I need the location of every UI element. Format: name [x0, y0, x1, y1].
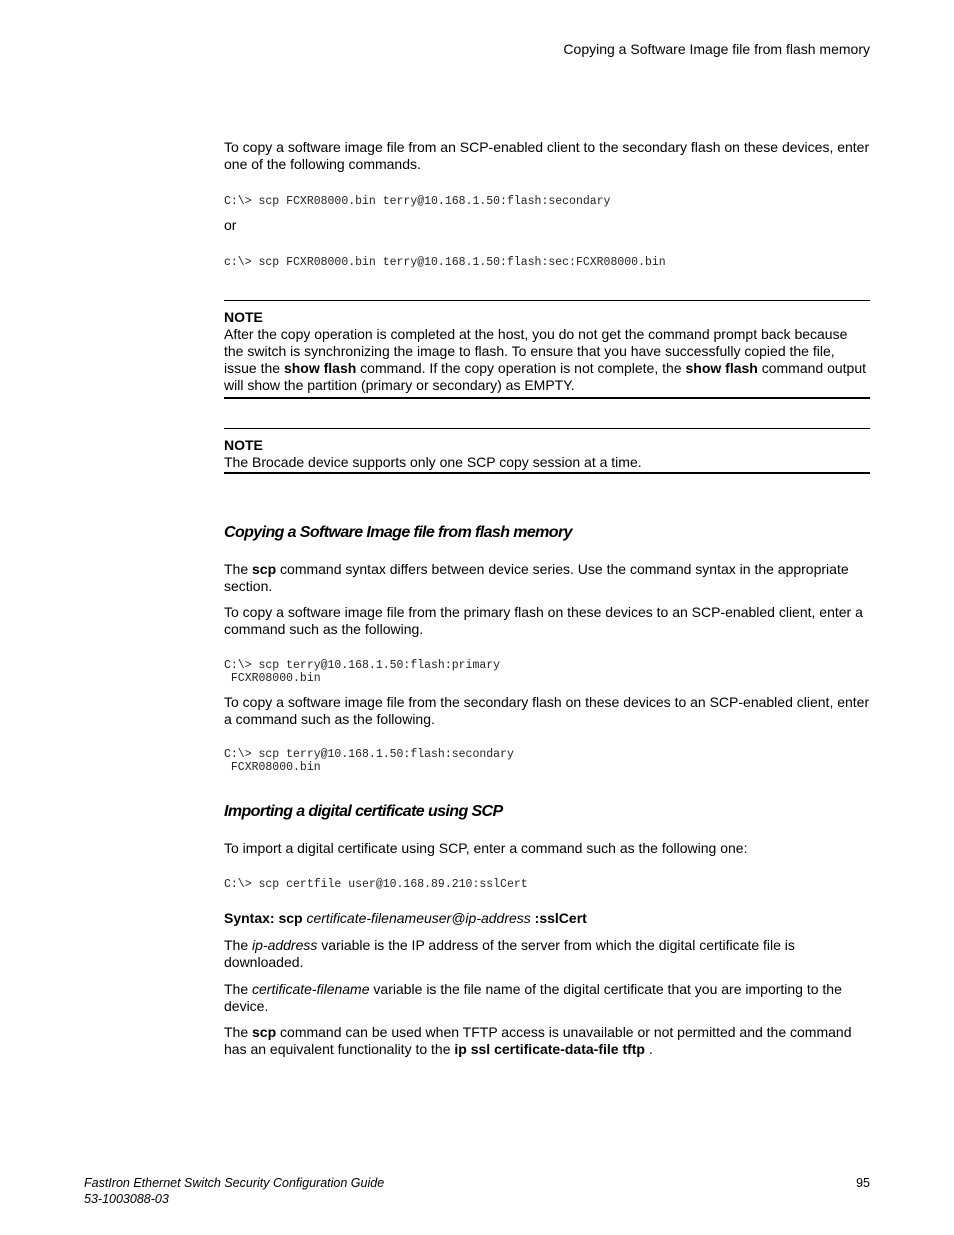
note-title: NOTE — [224, 309, 263, 325]
text-part: variable is the IP address of the server from which the digital certificate file is downloaded. — [224, 937, 795, 970]
footer-doc-number: 53-1003088-03 — [84, 1192, 169, 1206]
syntax-keyword: :sslCert — [530, 910, 587, 926]
code-line: FCXR08000.bin — [224, 672, 321, 685]
note-text — [224, 326, 870, 394]
note-text: The Brocade device supports only one SCP copy session at a time. — [224, 454, 642, 470]
note-text-part: After the copy operation is completed at the host, you do not get the command prompt back because the switch is synchronizing the image to flash. To ensure that you have successfully copied the file, issue the — [224, 326, 848, 376]
code-block-scp-secondary-to-client — [224, 748, 870, 774]
code-line: FCXR08000.bin — [224, 761, 321, 774]
show-flash-command: show flash — [685, 360, 758, 376]
text-part: command syntax differs between device series. Use the command syntax in the appropriate section. — [224, 561, 849, 594]
syntax-line — [224, 910, 870, 927]
note-text-part: command output will show the partition (primary or secondary) as EMPTY. — [224, 360, 867, 393]
section2-paragraph-certificate-filename — [224, 981, 870, 1015]
code-line: C:\> scp terry@10.168.1.50:flash:primary — [224, 659, 501, 672]
section-heading-import-certificate: Importing a digital certificate using SCP — [224, 803, 503, 820]
code-block-scp-primary — [224, 659, 870, 685]
scp-command: scp — [252, 1024, 277, 1040]
note-box-session — [224, 428, 870, 474]
text-part: The — [224, 1024, 253, 1040]
section1-paragraph-1 — [224, 561, 870, 595]
scp-command: scp — [252, 561, 277, 577]
footer-left — [84, 1175, 384, 1207]
section-heading-copy-from-flash: Copying a Software Image file from flash memory — [224, 524, 572, 541]
intro-paragraph: To copy a software image file from an SCP-enabled client to the secondary flash on these devices, enter one of the following commands. — [224, 139, 870, 172]
text-part: The — [224, 561, 253, 577]
syntax-variable: certificate-filenameuser@ip-address — [306, 910, 531, 926]
section2-paragraph-1: To import a digital certificate using SCP, enter a command such as the following one: — [224, 840, 748, 856]
page-number: 95 — [856, 1176, 870, 1190]
text-part: The — [224, 937, 253, 953]
section2-paragraph-ip-address — [224, 937, 870, 971]
text-part: command can be used when TFTP access is unavailable or not permitted and the command has an equivalent functionality to the — [224, 1024, 852, 1057]
note-box-sync — [224, 300, 870, 399]
variable-name: certificate-filename — [252, 981, 370, 997]
ip-ssl-command: ip ssl certificate-data-file tftp — [454, 1041, 645, 1057]
section2-paragraph-scp-usage — [224, 1024, 870, 1058]
section1-paragraph-3: To copy a software image file from the secondary flash on these devices to an SCP-enabled client, enter a command such as the following. — [224, 694, 870, 727]
section1-paragraph-2: To copy a software image file from the primary flash on these devices to an SCP-enabled client, enter a command such as the following. — [224, 604, 863, 637]
syntax-label: Syntax: scp — [224, 910, 307, 926]
text-part: . — [644, 1041, 653, 1057]
footer-guide-title: FastIron Ethernet Switch Security Configuration Guide — [84, 1176, 385, 1190]
note-text-part: command. If the copy operation is not complete, the — [356, 360, 686, 376]
text-part: variable is the file name of the digital certificate that you are importing to the device. — [224, 981, 842, 1014]
or-text: or — [224, 217, 237, 233]
code-block-scp-secondary: C:\> scp FCXR08000.bin terry@10.168.1.50:flash:secondary — [224, 195, 611, 208]
show-flash-command: show flash — [283, 360, 357, 376]
note-title: NOTE — [224, 437, 263, 453]
variable-name: ip-address — [252, 937, 318, 953]
code-block-scp-sec-file: c:\> scp FCXR08000.bin terry@10.168.1.50:flash:sec:FCXR08000.bin — [224, 256, 666, 269]
running-header: Copying a Software Image file from flash memory — [563, 41, 870, 57]
code-block-scp-certfile: C:\> scp certfile user@10.168.89.210:sslCert — [224, 878, 528, 891]
code-line: C:\> scp terry@10.168.1.50:flash:secondary — [224, 748, 514, 761]
text-part: The — [224, 981, 253, 997]
